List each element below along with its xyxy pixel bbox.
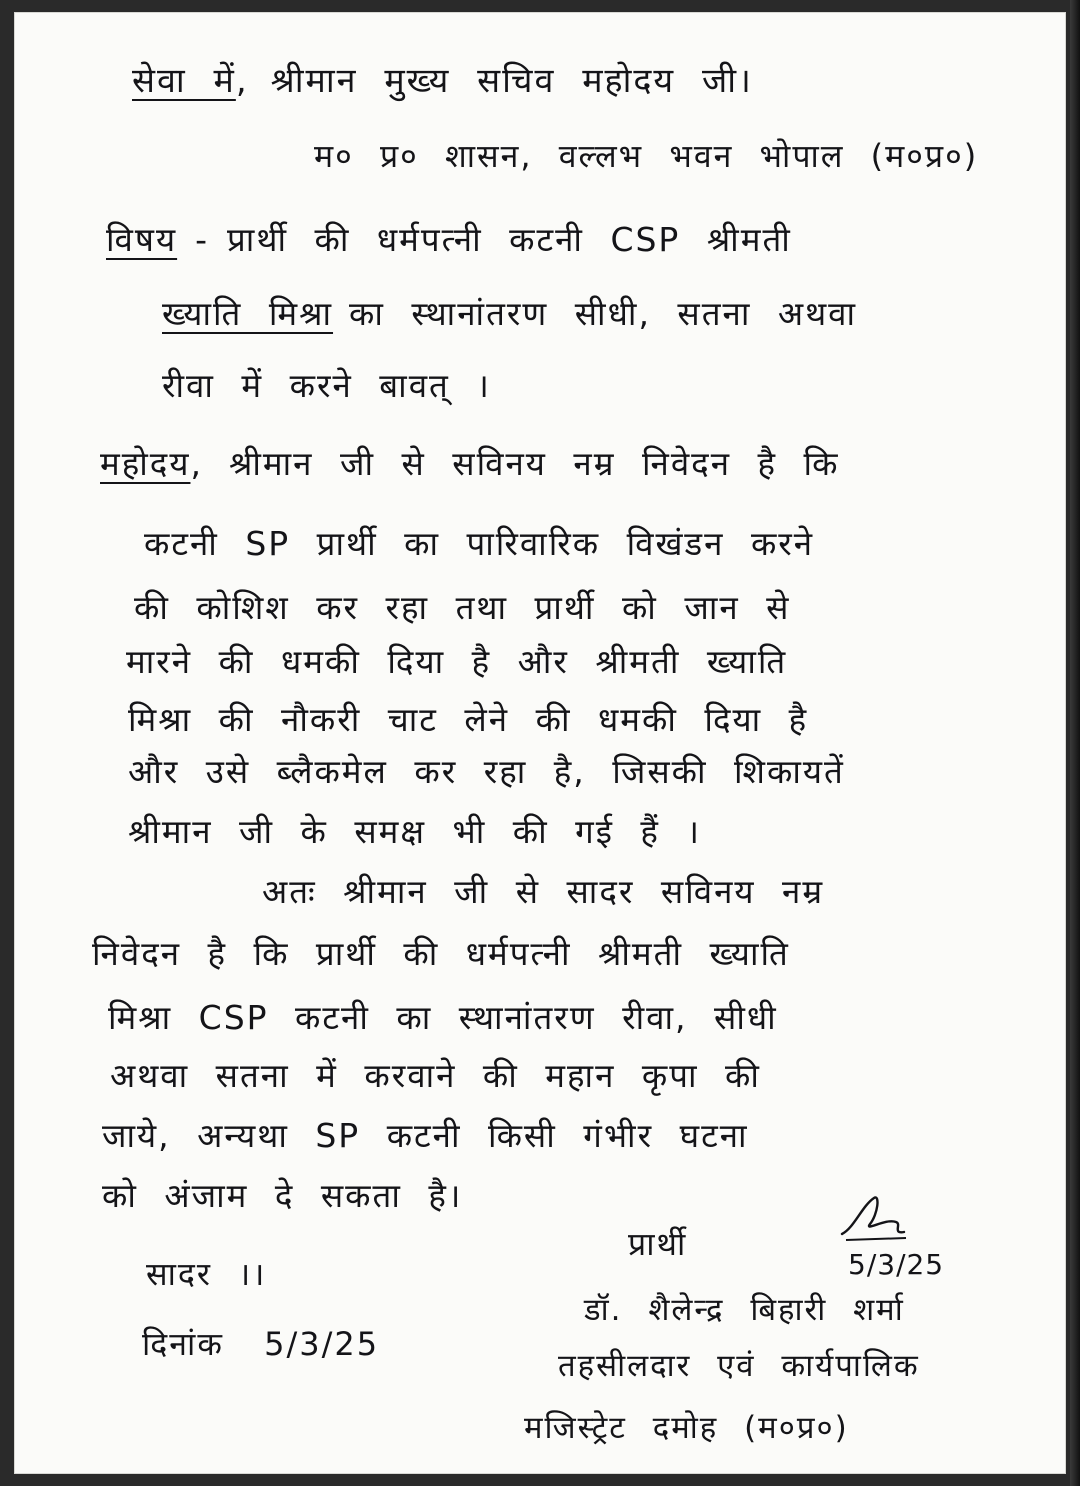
body-line-4: मारने की धमकी दिया है और श्रीमती ख्याति [126,642,788,681]
salutation: सेवा में [132,61,236,101]
body-line-10: मिश्रा CSP कटनी का स्थानांतरण रीवा, सीधी [108,998,778,1037]
signature-mark [834,1188,914,1248]
applicant-name: डॉ. शैलेन्द्र बिहारी शर्मा [584,1292,905,1328]
closing-regards: सादर ।। [146,1255,267,1293]
body-line-8: अतः श्रीमान जी से सादर सविनय नम्र [262,872,825,911]
closing-date-line [142,1322,379,1365]
body-line-6: और उसे ब्लैकमेल कर रहा है, जिसकी शिकायतें [128,752,845,791]
subject-line3: रीवा में करने बावत् । [162,366,491,405]
applicant-label: प्रार्थी [628,1225,688,1263]
body-line-3: की कोशिश कर रहा तथा प्रार्थी को जान से [134,588,791,627]
address-line1: श्रीमान मुख्य सचिव महोदय जी। [270,61,753,101]
subject-label: विषय [106,220,178,259]
body-line-5: मिश्रा की नौकरी चाट लेने की धमकी दिया है [128,700,809,739]
subject-text2: का स्थानांतरण सीधी, सतना अथवा [349,294,858,333]
body-line-9: निवेदन है कि प्रार्थी की धर्मपत्नी श्रीमती ख्याति [92,934,790,973]
designation-line2: मजिस्ट्रेट दमोह (म०प्र०) [524,1410,849,1446]
salutation-line: सेवा में, श्रीमान मुख्य सचिव महोदय जी। [132,61,753,101]
scan-edge [1070,0,1080,1486]
signature-date: 5/3/25 [848,1248,945,1281]
date-value: 5/3/25 [264,1325,380,1363]
body-line-7: श्रीमान जी के समक्ष भी की गई हैं । [128,812,701,851]
body-text-1: श्रीमान जी से सविनय नम्र निवेदन है कि [228,444,840,483]
body-line-12: जाये, अन्यथा SP कटनी किसी गंभीर घटना [102,1116,749,1155]
body-line-2: कटनी SP प्रार्थी का पारिवारिक विखंडन करने [144,524,815,563]
body-line-1: महोदय, श्रीमान जी से सविनय नम्र निवेदन है कि [100,444,840,483]
body-line-11: अथवा सतना में करवाने की महान कृपा की [110,1056,761,1095]
greeting: महोदय [100,444,191,483]
body-line-13: को अंजाम दे सकता है। [102,1176,463,1215]
subject-line1: विषय - प्रार्थी की धर्मपत्नी कटनी CSP श्रीमती [106,220,792,259]
date-label: दिनांक [142,1325,224,1363]
address-line2: म० प्र० शासन, वल्लभ भवन भोपाल (म०प्र०) [314,137,979,175]
letter-page [14,12,1066,1474]
designation-line1: तहसीलदार एवं कार्यपालिक [558,1348,920,1384]
subject-text1: प्रार्थी की धर्मपत्नी कटनी CSP श्रीमती [227,220,792,259]
subject-line2 [162,290,857,335]
subject-name: ख्याति मिश्रा [162,294,334,333]
